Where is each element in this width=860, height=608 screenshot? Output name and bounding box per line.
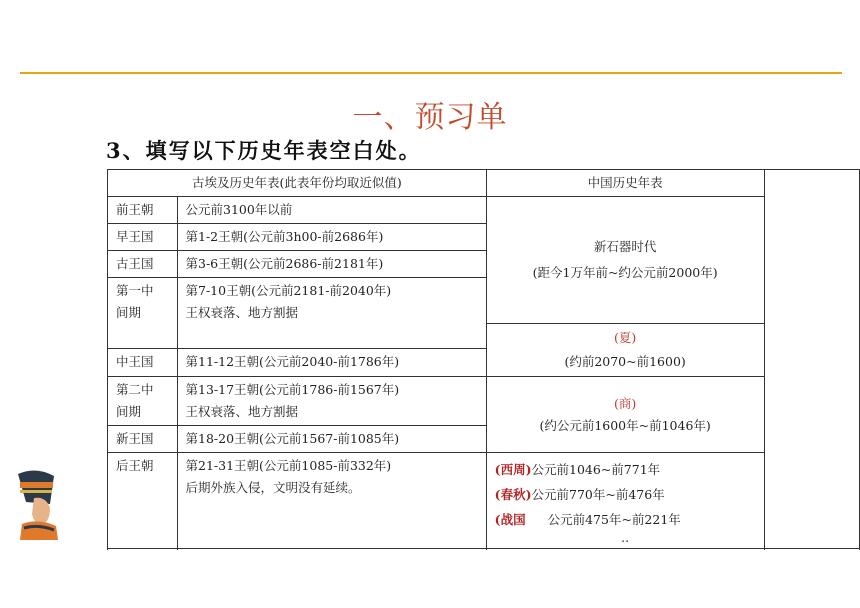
page-title: 一、预习单 [352,100,508,135]
dynasty-cell: 第1-2王朝(公元前3h00-前2686年) [177,224,486,251]
china-table-header: 中国历史年表 [486,170,764,197]
period-cell: 早王国 [108,224,178,251]
dynasty-cell: 第18-20王朝(公元前1567-前1085年) [177,426,486,453]
dynasty-cell: 第21-31王朝(公元前1085-前332年) 后期外族入侵，文明没有延续。 [177,453,486,549]
dynasty-cell: 第13-17王朝(公元前1786-前1567年) 王权衰落、地方割据 [177,377,486,426]
xia-cell [486,324,764,377]
zhou-cell [486,453,764,549]
zhanguo-line: (战国 公元前475年~前221年 [494,512,681,527]
neolithic-cell [486,197,764,324]
neolithic-title: 新石器时代 [593,239,657,254]
shang-range: (约公元前1600年~前1046年) [539,417,711,433]
xia-range: (约前2070~前1600) [564,354,686,369]
dynasty-note: 王权衰落、地方割据 [185,404,299,419]
period-cell: 新王国 [108,426,178,453]
dynasty-note: 王权衰落、地方割据 [185,305,299,320]
dynasty-cell: 公元前3100年以前 [177,197,486,224]
period-cell: 第二中间期 [108,377,178,426]
xia-name: (夏) [613,330,637,345]
xizhou-line: (西周)公元前1046~前771年 [494,462,661,477]
dynasty-cell: 第7-10王朝(公元前2181-前2040年) 王权衰落、地方割据 [177,278,486,349]
dynasty-cell: 第3-6王朝(公元前2686-前2181年) [177,251,486,278]
dynasty-note: 后期外族入侵，文明没有延续。 [185,480,361,495]
period-cell: 第一中间期 [108,278,178,349]
history-timeline-table [107,169,860,549]
top-divider-line [20,72,842,74]
period-cell: 古王国 [108,251,178,278]
neolithic-range: (距今1万年前~约公元前2000年) [532,265,718,280]
instruction-heading: 3、填写以下历史年表空白处。 [106,138,422,163]
dynasty-cell: 第11-12王朝(公元前2040-前1786年) [177,348,486,376]
period-cell: 中王国 [108,348,178,376]
chunqiu-line: (春秋)公元前770年~前476年 [494,487,665,502]
period-cell: 后王朝 [108,453,178,549]
dots: .. [621,530,630,545]
nefertiti-icon [12,468,64,540]
shang-name: (商) [613,395,637,411]
period-cell: 前王朝 [108,197,178,224]
egypt-table-header: 古埃及历史年表(此表年份均取近似值) [108,170,487,197]
blank-column [764,170,859,549]
shang-cell [486,377,764,453]
